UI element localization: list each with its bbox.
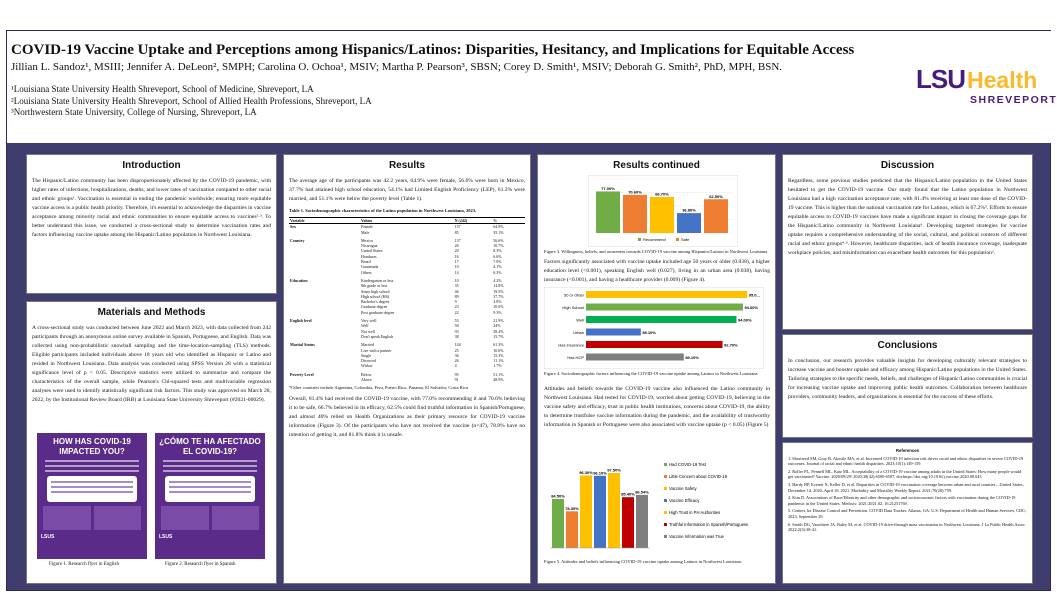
author-list: Jillian L. Sandoz¹, MSIII; Jennifer A. DeLeon², SMPH; Carolina O. Ochoa¹, MSIV; Martha P. Pearson³, SBSN; Corey D. Smith¹, MSIV; Deborah G. Smith², PhD, MPH, BSN. (11, 61, 783, 73)
table-group-label (289, 270, 360, 277)
legend-swatch (664, 535, 667, 538)
table-cell: 21.9% (493, 318, 504, 324)
table-cell: 20 (454, 248, 459, 254)
bar (594, 476, 606, 548)
discussion-title: Discussion (880, 160, 935, 171)
flyer-spanish (155, 433, 265, 559)
table-cell: 91 (454, 377, 459, 383)
methods-section (26, 301, 277, 584)
table-cell: Below (361, 371, 372, 377)
table-cell: Widow (361, 363, 373, 369)
legend-entry: Vaccine Efficacy (669, 498, 700, 503)
table-cell: 1.7% (493, 363, 502, 369)
poster (6, 30, 1057, 591)
legend-entry: Had COVID-19 Test (669, 462, 706, 467)
bar (586, 304, 743, 311)
table-cell: 23 (454, 304, 459, 310)
introduction-title: Introduction (122, 160, 181, 171)
table-cell: 10.0% (493, 304, 504, 310)
table-row (289, 334, 525, 341)
reference-item: 2. Roller PL, Pennell ML, Katz ML. Acceptability of a COVID-19 vaccine among adults in the United States: How many people would get vaccinated? Vaccine. 2020/09/29/ 2020;38(42):6500-6507. doi:https://doi.org/10.1016/j.vaccine.2020.08.043 (788, 468, 1022, 480)
table-cell: 85 (454, 229, 459, 235)
data-label: 94.00% (738, 317, 752, 323)
references-title: References (895, 448, 920, 453)
table-cell: Brazil (361, 259, 371, 265)
table-cell: 15.3% (493, 352, 504, 358)
legend-swatch (664, 523, 667, 526)
figure-4-chart (544, 287, 764, 369)
table-row (289, 276, 525, 283)
legend-swatch (638, 238, 641, 241)
conclusions-section (782, 334, 1033, 438)
figure-3-chart (588, 175, 738, 247)
table-cell: Divorced (361, 358, 376, 364)
results-continued-title: Results continued (613, 160, 700, 171)
introduction-text: The Hispanic/Latino community has been disproportionately affected by the COVID-19 pandemic, with higher rates of infections, hospitalizations, deaths, and lower rates of vaccination compared to other racial and ethnic groups¹. Vaccination is essential in ending the pandemic worldwide; ensuring more equitable vaccine access is a public health priority. Therefore, it's essential to acknowledge the disparities in vaccine acceptance among minority racial and ethnic communities to ensure equitable access to vaccines²·³. To better understand this issue, we conducted a cross-sectional study to determine vaccination rates and factors influencing vaccine uptake among the Hispanic/Latino population in Northwest Louisiana. (32, 178, 271, 238)
table-row (289, 270, 525, 277)
table-cell: Very well (361, 318, 377, 324)
table-group-label: Country (290, 237, 305, 243)
table-cell: Others (361, 269, 372, 275)
table-cell: 48.9% (493, 377, 504, 383)
table-cell: Honduras (361, 253, 377, 259)
category-label: High School (562, 305, 584, 310)
table-cell: 95 (454, 371, 459, 377)
data-label: 36.80% (682, 207, 696, 213)
bar (586, 316, 737, 323)
table-cell: Female (361, 224, 373, 230)
methods-text: A cross-sectional study was conducted between June 2022 and March 2023, with data collected from 242 participants through an anonymous online survey available in Spanish, Portuguese, and English. Data was collected using non-probabilistic snowball sampling and the time-location-sampling (TLS) methods. Eligible participants included individuals above 18 years old who identified as Hispanic or Latino and resided in Northwest Louisiana. Data analysis was conducted using SPSS Version 28 with a statistical significance level of p < 0.05. Descriptive statistics were utilized to summarize and compare the characteristics of the overall sample, while Pearson's Chi-squared tests and multivariable regression analyses were used to identify statistically significant risk factors. This study was approved on March 28, 2022, by the Institutional Review Board (IRB) at Louisiana State University Shreveport (#2021-00029). (32, 325, 271, 403)
table-cell: 61.3% (493, 342, 504, 348)
affiliation-1: ¹Louisiana State University Health Shreveport, School of Medicine, Shreveport, LA (11, 84, 314, 94)
table-cell: 6.6% (493, 253, 502, 259)
flyer-english-logo: LSUS (41, 534, 55, 540)
category-label: 50 or Older (563, 292, 584, 298)
introduction-section (26, 154, 277, 294)
legend-entry: Vaccine Information was True (669, 534, 724, 539)
legend-entry: Truthful Information in Spanish/Portuguese (669, 522, 749, 527)
poster-title: COVID-19 Vaccine Uptake and Perceptions among Hispanics/Latinos: Disparities, Hesitancy, and Implications for Equitable Access (11, 42, 855, 58)
table-group-label: Marital Status (290, 342, 315, 348)
legend-swatch (664, 511, 667, 514)
table-group-label (289, 310, 360, 317)
bar (552, 499, 564, 548)
table-row (289, 230, 525, 237)
table-cell: High school (HS) (361, 293, 390, 299)
table-cell: 4.2% (493, 277, 502, 283)
poster-header (7, 31, 1057, 143)
data-label: 70.60% (628, 189, 642, 195)
table-cell: 14 (454, 269, 459, 275)
flyer-english-title: HOW HAS COVID-19 IMPACTED YOU? (53, 437, 131, 456)
legend-entry: Vaccine Safety (669, 486, 697, 491)
table-cell: Well (361, 323, 369, 329)
results-cont-para-2: Attitudes and beliefs towards the COVID-19 vaccine also influenced the Latino community in Northwest Louisiana. Had tested for COVID-19, worried about getting COVID-19, believing in the vaccine safety and efficacy, trust in public health institutions, concerns about COVID-19, the ability to determine trustfulse vaccine information during the pandemic, and the availability of trustworthy information in Spanish or Portuguese were also associated with vaccine uptake (p < 0.05) (Figure 5) (544, 386, 770, 428)
methods-title: Materials and Methods (97, 307, 206, 318)
data-label: 86.54% (635, 489, 649, 495)
table-cell: 89 (454, 293, 459, 299)
data-label: 66.70% (655, 191, 669, 197)
table-cell: Mexico (361, 237, 374, 243)
bar (608, 473, 620, 548)
table-row (289, 370, 525, 377)
bar (586, 341, 723, 348)
legend-entry: High Trust in PH Authorities (669, 510, 721, 515)
data-label: 62.50% (709, 193, 723, 199)
table-cell: 56.6% (493, 237, 504, 243)
table-cell: Married (361, 342, 374, 348)
table-row (289, 310, 525, 317)
category-label: Has HCP (567, 355, 584, 360)
logo-health: Health (967, 67, 1038, 93)
table-cell: 26 (454, 243, 459, 249)
affiliation-3: ³Northwestern State University, College of Nursing, Shreveport, LA (11, 107, 257, 117)
figure-5-caption: Figure 5. Attitudes and beliefs influencing COVID-19 vaccine uptake among Latinos in Northwest Louisiana. (544, 559, 742, 564)
table-cell: 137 (454, 237, 461, 243)
table-cell: 7.0% (493, 259, 502, 265)
bar (636, 495, 648, 548)
legend-entry: Little Concern about COVID-19 (669, 474, 727, 479)
table-cell: 9 (454, 299, 457, 305)
reference-item: 6. Smith DG, Vanchiere JA, Raley M, et al. COVID-19 drive-through mass vaccination in Northwest Louisiana. J La Public Health Assoc. 2022;2(3):38-41. (788, 521, 1026, 533)
table-row (289, 377, 525, 382)
legend-swatch (664, 499, 667, 502)
bar (586, 354, 684, 361)
table-cell: Single (361, 352, 372, 358)
figure-2-caption: Figure 2. Research flyer in Spanish (165, 562, 236, 567)
figure-3-caption: Figure 3. Willingness, beliefs, and awareness towards COVID-19 vaccine among Hispanics/Latinos in Northwest Louisiana (544, 249, 768, 254)
bar (596, 191, 620, 233)
table-cell: 25 (454, 347, 459, 353)
table-group-label (289, 334, 360, 341)
results-cont-para-1: Factors significantly associated with vaccine uptake included age 50 years or older (0.038), a higher education level (<0.001), speaking English well (0.027), living in an urban area (0.038), having insurance (<0.001), and having a healthcare provider (0.009) (Figure 4). (544, 259, 770, 283)
legend-entry: Safe (681, 237, 690, 242)
bar (622, 497, 634, 548)
table-cell: 64.9% (493, 224, 504, 230)
table-cell: 19.5% (493, 288, 504, 294)
table-group-label: English level (290, 318, 312, 324)
table-cell: Kindergarten or less (361, 277, 394, 283)
table-1-title: Table 1. Sociodemographic characteristics of the Latino population in Northwest Louisiana, 2023. (289, 208, 477, 213)
bar (580, 475, 592, 548)
affiliations (11, 84, 1057, 119)
table-cell: 22 (454, 309, 459, 315)
table-cell: 51.1% (493, 371, 504, 377)
results-section (283, 154, 531, 584)
data-label: 94.60% (744, 305, 759, 310)
lsu-health-logo (916, 64, 1057, 106)
table-cell: Live with a partner (361, 347, 392, 353)
discussion-text: Regardless, some previous studies predicted that the Hispanic/Latino population in the United States hesitated to get the COVID-19 vaccine. Our study found that the Latino population in Northwest Louisiana had a high vaccination acceptance rate, with 81.4% receiving at least one dose of the COVID-19 vaccine. This is higher than the national vaccination rate for Latinos, which is 67.2%⁵. Efforts to ensure equitable access to COVID-19 vaccines have made a significant impact in closing the coverage gaps for the Hispanic/Latino community in Northwest Louisiana⁶. Developing targeted strategies for vaccine uptake requires a comprehensive understanding of the social, cultural, and political contexts of different racial and ethnic groups⁴·⁶. However, healthcare disparities, lack of health insurance coverage, inadequate workplace policies, and misinformation can exacerbate health outcomes for this population². (788, 178, 1027, 256)
table-cell: 53 (454, 318, 459, 324)
table-cell: 35 (454, 283, 459, 289)
table-cell: 26 (454, 358, 459, 364)
bar (586, 291, 747, 298)
results-intro: The average age of the participants was 42.2 years, 64.9% were female, 56.6% were born in Mexico, 37.7% had attained high school education, 54.1% had Limited English Proficiency (LEP), 61.3% were married, and 51.1% were below the poverty level (Table 1). (289, 178, 525, 202)
logo-subtitle: SHREVEPORT (970, 94, 1057, 106)
table-cell: 36 (454, 352, 459, 358)
table-row (289, 341, 525, 348)
table-cell: 144 (454, 342, 461, 348)
table-cell: Don't speak English (361, 333, 394, 339)
table-header: N (242) (454, 218, 468, 223)
table-cell: 16 (454, 253, 459, 259)
table-row (289, 363, 525, 370)
conclusions-text: In conclusion, our research provides valuable insights for developing culturally relevant strategies to increase vaccine and booster uptake and efficacy among Hispanic/Latino populations in the United States. Tailoring strategies to the specific needs, beliefs, and challenges of Hispanic/Latino communities is crucial for increasing vaccine uptake and improving public health outcomes. Collaboration between healthcare providers, community leaders, and organizations is essential for the success of these efforts. (788, 358, 1027, 400)
table-group-label: Poverty Level (290, 371, 314, 377)
table-cell: 10 (454, 277, 459, 283)
references-section (782, 442, 1033, 584)
bar (566, 511, 578, 548)
table-cell: 38 (454, 333, 459, 339)
data-label: 92.70% (724, 342, 738, 348)
reference-item: 5. Centers for Disease Control and Prevention. COVID Data Tracker. Atlanta, GA: U.S. Department of Health and Human Services, CDC; 2023, September 29. (788, 508, 1027, 519)
table-cell: 157 (454, 224, 461, 230)
table-row (289, 236, 525, 243)
reference-item: 4. Kim D. Associations of Race/Ethnicity and other demographic and socioeconomic factors with vaccination during the COVID-19 pandemic in the United States. Medrxiv. 2021:2021.02. 16.21251769. (788, 495, 1016, 506)
legend-entry: Recommend (643, 237, 666, 242)
table-row (289, 317, 525, 324)
table-cell: 15.7% (493, 333, 504, 339)
table-cell: 14.8% (493, 283, 504, 289)
table-cell: Nicaragua (361, 243, 378, 249)
reference-item: 3. Hardy BP, Everett N, Keller D, et al. Disparities in COVID-19 vaccination coverage between urban and rural counties—United States, December 14, 2020–April 10, 2021. Morbidity and Mortality Weekly Report. 2021;70(20):759. (788, 481, 1024, 493)
legend-swatch (664, 463, 667, 466)
bar (623, 195, 647, 233)
table-cell: 35.1% (493, 229, 504, 235)
table-cell: United States (361, 248, 383, 254)
logo-lsu: LSU (916, 64, 965, 94)
figure-1-caption: Figure 1. Research flyer in English (49, 562, 119, 567)
data-label: 95.0... (748, 292, 760, 298)
conclusions-title: Conclusions (877, 340, 938, 351)
data-label: 84.50% (551, 493, 565, 499)
table-cell: 8.3% (493, 248, 502, 254)
data-label: 85.40% (621, 491, 635, 497)
category-label: Well (576, 317, 584, 323)
table-cell: 93 (454, 328, 459, 334)
flyer-spanish-logo: LSUS (159, 534, 173, 540)
category-label: Has insurance (558, 342, 584, 348)
bar (704, 199, 728, 233)
table-cell: Not well (361, 328, 375, 334)
data-label: 85.10% (642, 330, 656, 335)
results-title: Results (388, 160, 426, 171)
table-cell: 10 (454, 264, 459, 270)
data-label: 89.10% (685, 355, 699, 360)
table-cell: Male (361, 229, 370, 235)
table-group-label: Education (290, 277, 308, 283)
table-cell: 10.6% (493, 347, 504, 353)
table-group-label (289, 230, 360, 237)
table-cell: Guatemala (361, 264, 379, 270)
table-cell: 3.8% (493, 299, 502, 305)
data-label: 77.00% (601, 185, 615, 191)
figure-4-caption: Figure 4. Sociodemographic factors influencing the COVID-19 vaccine uptake among Latinos in Northwest Louisiana (544, 371, 758, 376)
legend-swatch (664, 487, 667, 490)
results-continued-section (537, 154, 776, 584)
table-cell: 4 (454, 363, 457, 369)
discussion-section (782, 154, 1033, 330)
table-cell: Bachelor's degree (361, 299, 390, 305)
table-cell: 11.1% (493, 358, 504, 364)
table-cell: 4.1% (493, 264, 502, 270)
table-group-label (289, 377, 360, 382)
affiliation-2: ²Louisiana State University Health Shreveport, School of Allied Health Professions, Shreveport, LA (11, 95, 372, 106)
table-cell: 10.7% (493, 243, 504, 249)
data-label: 97.50% (607, 467, 621, 473)
bar (650, 197, 674, 233)
category-label: Urban (573, 330, 584, 335)
data-label: 78.35% (565, 505, 579, 511)
table-cell: 46 (454, 288, 459, 294)
table-cell: 38.4% (493, 328, 504, 334)
bar (677, 213, 701, 233)
table-cell: 17 (454, 259, 459, 265)
table-cell: Post graduate degree (361, 309, 395, 315)
legend-swatch (676, 238, 679, 241)
table-cell: 6.3% (493, 269, 502, 275)
table-header: Variable (290, 218, 305, 223)
table-cell: 37.7% (493, 293, 504, 299)
table-header: % (493, 218, 498, 223)
table-group-label: Sex (290, 224, 296, 230)
table-1-note: *Other countries include Argentina, Colombia, Peru, Puerto Rico, Panama, El Salvador, Costa Rica (289, 385, 468, 391)
table-cell: Above (361, 377, 372, 383)
bar (586, 329, 641, 336)
table-cell: Some high school (361, 288, 390, 294)
table-cell: 9.3% (493, 309, 502, 315)
table-cell: 8th grade or less (361, 283, 388, 289)
figure-5-chart (544, 460, 770, 556)
results-outro: Overall, 81.4% had received the COVID-19 vaccine, with 77.0% recommending it and 70.6% believing it to be safe, 66.7% believed in its efficacy, 62.5% could find truthful information in Spanish/Portuguese, and almost 40% relied on Health Organizations as their primary resource for COVID-19 vaccine information (Figure 3). Of the participants who have not received the vaccine (n=47), 78.8% have no intention of getting it, and 81.8% think it is unsafe. (289, 396, 525, 439)
table-group-label (289, 363, 360, 370)
flyer-english (37, 433, 147, 559)
legend-swatch (664, 475, 667, 478)
table-cell: 24% (493, 323, 501, 329)
data-label: 96.30% (579, 469, 593, 475)
table-cell: Graduate degree (361, 304, 388, 310)
table-1 (289, 217, 525, 382)
flyer-spanish-title: ¿CÓMO TE HA AFECTADO EL COVID-19? (159, 437, 261, 456)
reference-item: 1. Shortreed SM, Gray R, Akosile MA, et al. Increased COVID-19 infection risk drives racial and ethnic disparities in severe COVID-19 outcomes. Journal of racial and ethnic health disparities. 2023;10(1):149-159. (788, 455, 1024, 467)
table-header: Values (361, 218, 373, 223)
table-cell: 58 (454, 323, 459, 329)
data-label: 96.10% (593, 470, 607, 476)
